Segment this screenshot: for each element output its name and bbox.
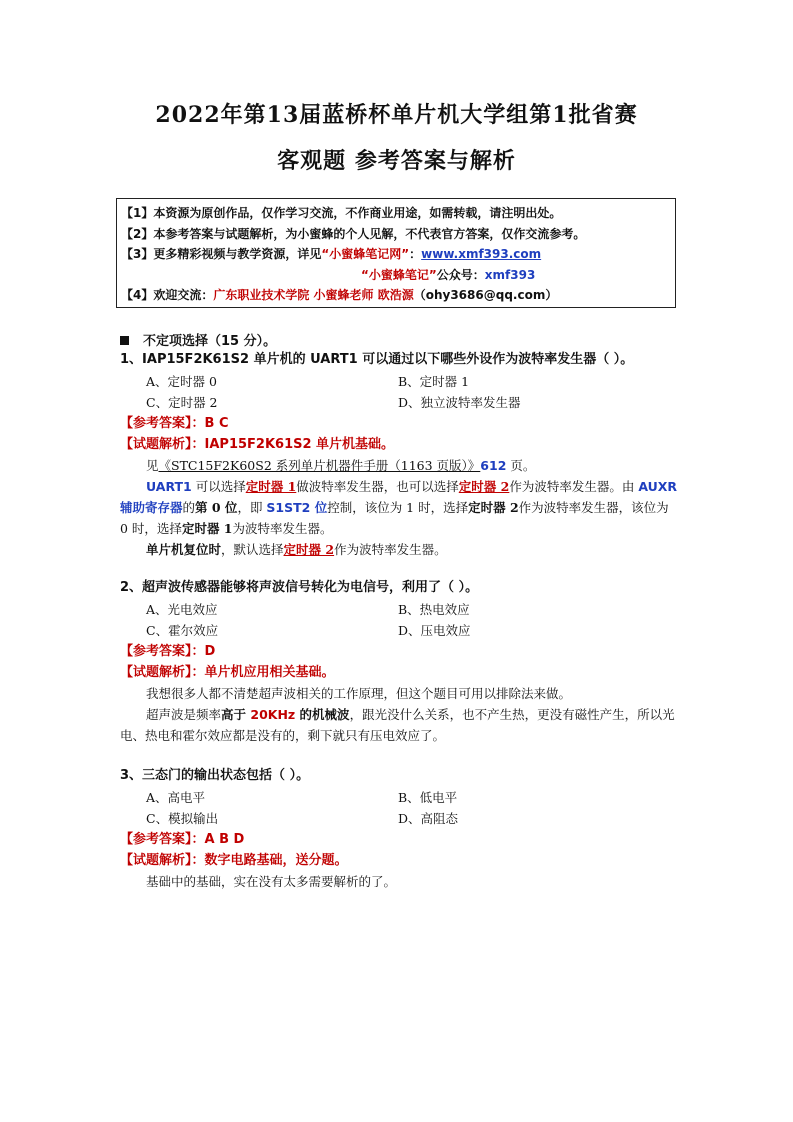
text-run: 的 bbox=[182, 500, 196, 515]
bit0-term: 第 0 位 bbox=[195, 500, 238, 515]
explanation-head: 单片机应用相关基础。 bbox=[204, 665, 335, 680]
text-run: 超声波是频率 bbox=[146, 707, 222, 722]
answer-value: B C bbox=[204, 416, 229, 431]
option-c: C、模拟输出 bbox=[146, 811, 219, 826]
timer1-bold: 定时器 1 bbox=[181, 521, 233, 536]
explanation-heading bbox=[120, 662, 680, 683]
options bbox=[120, 599, 680, 641]
answer-label: 【参考答案】： bbox=[120, 832, 205, 847]
option-c: C、霍尔效应 bbox=[146, 623, 219, 638]
explanation-heading bbox=[120, 434, 680, 455]
answer-value: D bbox=[204, 644, 216, 659]
question-2 bbox=[120, 577, 680, 746]
explanation-paragraph-2 bbox=[120, 704, 680, 746]
contact-email: （ohy3686@qq.com） bbox=[413, 288, 558, 302]
timer2-bold: 定时器 2 bbox=[468, 500, 519, 515]
ref-book: 《STC15F2K60S2 系列单片机器件手册（1163 页版）》 bbox=[158, 458, 481, 473]
text-run: 作为波特率发生器，该位为 0 时，选择 bbox=[120, 500, 669, 536]
notice-line-3-colon: ： bbox=[409, 247, 422, 261]
text-run: 做波特率发生器，也可以选择 bbox=[296, 479, 459, 494]
option-a: A、光电效应 bbox=[146, 602, 218, 617]
explanation-head: 数字电路基础，送分题。 bbox=[204, 853, 348, 868]
question-title: 1、IAP15F2K61S2 单片机的 UART1 可以通过以下哪些外设作为波特率发生器（ ）。 bbox=[120, 352, 634, 367]
s1st2-term: S1ST2 位 bbox=[266, 500, 328, 515]
notice-line-5 bbox=[121, 285, 675, 306]
answer-label: 【参考答案】： bbox=[120, 644, 205, 659]
timer1-term: 定时器 1 bbox=[245, 479, 297, 494]
question-title: 2、超声波传感器能够将声波信号转化为电信号，利用了（ ）。 bbox=[120, 580, 479, 595]
answer-line bbox=[120, 413, 680, 434]
wechat-name: “小蜜蜂笔记” bbox=[361, 267, 437, 282]
ref-suffix: 页。 bbox=[506, 458, 536, 473]
text-run: 可以选择 bbox=[191, 479, 246, 494]
timer2-term: 定时器 2 bbox=[458, 479, 510, 494]
text-run: 控制，该位为 1 时，选择 bbox=[327, 500, 469, 515]
contact-prefix: 【4】欢迎交流： bbox=[121, 288, 214, 302]
notice-line-1: 【1】本资源为原创作品，仅作学习交流，不作商业用途，如需转载，请注明出处。 bbox=[121, 206, 562, 220]
explanation-head: IAP15F2K61S2 单片机基础。 bbox=[204, 437, 395, 452]
notice-line-2: 【2】本参考答案与试题解析，为小蜜蜂的个人见解，不代表官方答案，仅作交流参考。 bbox=[121, 226, 586, 241]
explanation-label: 【试题解析】： bbox=[120, 437, 205, 452]
answer-label: 【参考答案】： bbox=[120, 416, 205, 431]
explanation-ref bbox=[120, 455, 680, 476]
frequency-value: 20KHz bbox=[250, 707, 296, 722]
wechat-account: xmf393 bbox=[484, 267, 536, 282]
notice-line-4 bbox=[121, 265, 675, 286]
mechanical-wave-term: 的机械波 bbox=[295, 707, 350, 722]
question-3 bbox=[120, 765, 680, 892]
notice-line-3 bbox=[121, 244, 675, 265]
explanation-paragraph-1: 我想很多人都不清楚超声波相关的工作原理，但这个题目可用以排除法来做。 bbox=[146, 686, 572, 701]
wechat-label: 公众号： bbox=[436, 267, 485, 282]
option-d: D、独立波特率发生器 bbox=[398, 395, 521, 410]
explanation-heading bbox=[120, 850, 680, 871]
explanation-label: 【试题解析】： bbox=[120, 853, 205, 868]
options bbox=[120, 371, 680, 413]
website-link[interactable]: www.xmf393.com bbox=[421, 247, 542, 261]
reset-term: 单片机复位时 bbox=[146, 542, 222, 557]
ref-page: 612 bbox=[480, 458, 507, 473]
document-subtitle: 客观题 参考答案与解析 bbox=[277, 148, 516, 174]
option-a: A、高电平 bbox=[146, 790, 206, 805]
option-c: C、定时器 2 bbox=[146, 395, 218, 410]
explanation-label: 【试题解析】： bbox=[120, 665, 205, 680]
notice-box bbox=[116, 198, 676, 308]
explanation-paragraph-1: 基础中的基础，实在没有太多需要解析的了。 bbox=[146, 874, 397, 889]
website-name: “小蜜蜂笔记网” bbox=[321, 247, 410, 261]
explanation-paragraph-2 bbox=[120, 476, 680, 539]
auxr-term: AUXR 辅助寄存器 bbox=[120, 479, 678, 515]
ref-prefix: 见 bbox=[146, 458, 159, 473]
option-a: A、定时器 0 bbox=[146, 374, 217, 389]
answer-line bbox=[120, 829, 680, 850]
text-run: 为波特率发生器。 bbox=[232, 521, 333, 536]
higher-term: 高于 bbox=[221, 707, 251, 722]
square-bullet-icon bbox=[120, 336, 129, 345]
option-b: B、定时器 1 bbox=[398, 374, 470, 389]
text-run: ，默认选择 bbox=[221, 542, 284, 557]
option-d: D、高阻态 bbox=[398, 811, 459, 826]
document-title: 2022年第13届蓝桥杯单片机大学组第1批省赛 bbox=[155, 102, 638, 128]
uart1-term: UART1 bbox=[146, 479, 192, 494]
contact-people: 广东职业技术学院 小蜜蜂老师 欧浩源 bbox=[213, 288, 414, 302]
text-run: 作为波特率发生器。由 bbox=[509, 479, 639, 494]
options bbox=[120, 787, 680, 829]
section-heading bbox=[120, 330, 276, 349]
answer-line bbox=[120, 641, 680, 662]
question-1 bbox=[120, 349, 680, 560]
option-d: D、压电效应 bbox=[398, 623, 471, 638]
timer2-term: 定时器 2 bbox=[283, 542, 335, 557]
option-b: B、低电平 bbox=[398, 790, 458, 805]
explanation-paragraph-3 bbox=[120, 539, 680, 560]
text-run: ，跟光没什么关系，也不产生热，更没有磁性产生，所以光电、热电和霍尔效应都是没有的，剩下就只有压电效应了。 bbox=[120, 707, 675, 743]
notice-line-3-prefix: 【3】更多精彩视频与教学资源，详见 bbox=[121, 247, 322, 261]
section-label: 不定项选择（15 分）。 bbox=[143, 334, 277, 349]
answer-value: A B D bbox=[204, 832, 245, 847]
question-title: 3、三态门的输出状态包括（ ）。 bbox=[120, 768, 310, 783]
text-run: ，即 bbox=[237, 500, 267, 515]
option-b: B、热电效应 bbox=[398, 602, 470, 617]
text-run: 作为波特率发生器。 bbox=[334, 542, 447, 557]
